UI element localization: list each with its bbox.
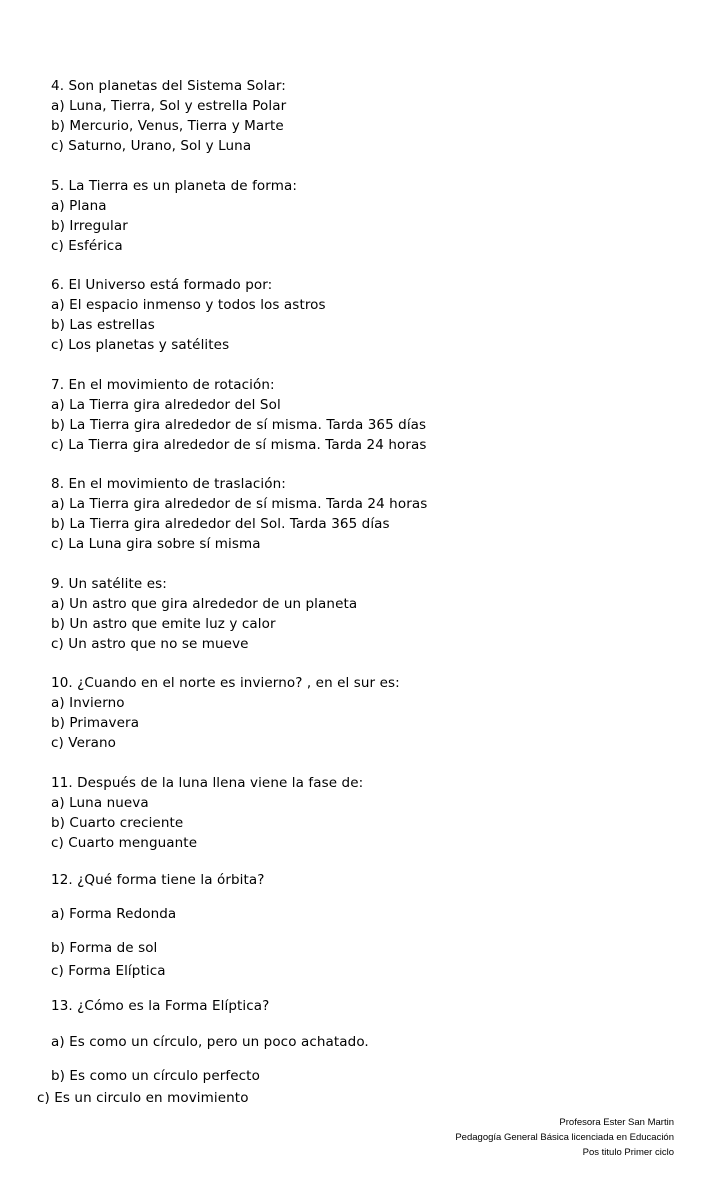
question-11-option-c: c) Cuarto menguante [51,835,198,851]
question-13-option-a: a) Es como un círculo, pero un poco achatado. [51,1034,369,1050]
question-6-option-c: c) Los planetas y satélites [51,337,230,353]
question-10-option-c: c) Verano [51,735,117,751]
footer-teacher-degree: Pedagogía General Básica licenciada en Educación [455,1132,674,1143]
question-9: 9. Un satélite es: [51,576,167,592]
question-7-option-a: a) La Tierra gira alrededor del Sol [51,397,281,413]
question-4-option-a: a) Luna, Tierra, Sol y estrella Polar [51,98,287,114]
question-5-option-b: b) Irregular [51,218,128,234]
question-9-option-a: a) Un astro que gira alrededor de un planeta [51,596,358,612]
question-7-option-c: c) La Tierra gira alrededor de sí misma. Tarda 24 horas [51,437,427,453]
question-4-option-c: c) Saturno, Urano, Sol y Luna [51,138,252,154]
question-12-option-a: a) Forma Redonda [51,906,177,922]
question-10-option-a: a) Invierno [51,695,125,711]
question-8-option-a: a) La Tierra gira alrededor de sí misma. Tarda 24 horas [51,496,428,512]
question-13-option-b: b) Es como un círculo perfecto [51,1068,260,1084]
question-5-option-c: c) Esférica [51,238,123,254]
question-11: 11. Después de la luna llena viene la fase de: [51,775,364,791]
question-4-option-b: b) Mercurio, Venus, Tierra y Marte [51,118,284,134]
question-10: 10. ¿Cuando en el norte es invierno? , en el sur es: [51,675,400,691]
question-6: 6. El Universo está formado por: [51,277,273,293]
question-12-option-c: c) Forma Elíptica [51,963,166,979]
question-5: 5. La Tierra es un planeta de forma: [51,178,297,194]
footer-teacher-name: Profesora Ester San Martin [559,1117,674,1128]
question-6-option-a: a) El espacio inmenso y todos los astros [51,297,326,313]
question-10-option-b: b) Primavera [51,715,140,731]
question-13-option-c: c) Es un circulo en movimiento [37,1090,249,1106]
question-13: 13. ¿Cómo es la Forma Elíptica? [51,998,270,1014]
question-9-option-b: b) Un astro que emite luz y calor [51,616,276,632]
question-7: 7. En el movimiento de rotación: [51,377,275,393]
question-11-option-a: a) Luna nueva [51,795,149,811]
question-7-option-b: b) La Tierra gira alrededor de sí misma. Tarda 365 días [51,417,427,433]
question-8-option-b: b) La Tierra gira alrededor del Sol. Tarda 365 días [51,516,390,532]
question-4: 4. Son planetas del Sistema Solar: [51,78,286,94]
question-12-option-b: b) Forma de sol [51,940,158,956]
question-9-option-c: c) Un astro que no se mueve [51,636,249,652]
question-5-option-a: a) Plana [51,198,107,214]
question-6-option-b: b) Las estrellas [51,317,155,333]
footer-teacher-postgrad: Pos titulo Primer ciclo [582,1147,674,1158]
question-11-option-b: b) Cuarto creciente [51,815,184,831]
question-8-option-c: c) La Luna gira sobre sí misma [51,536,261,552]
question-8: 8. En el movimiento de traslación: [51,476,286,492]
question-12: 12. ¿Qué forma tiene la órbita? [51,872,265,888]
